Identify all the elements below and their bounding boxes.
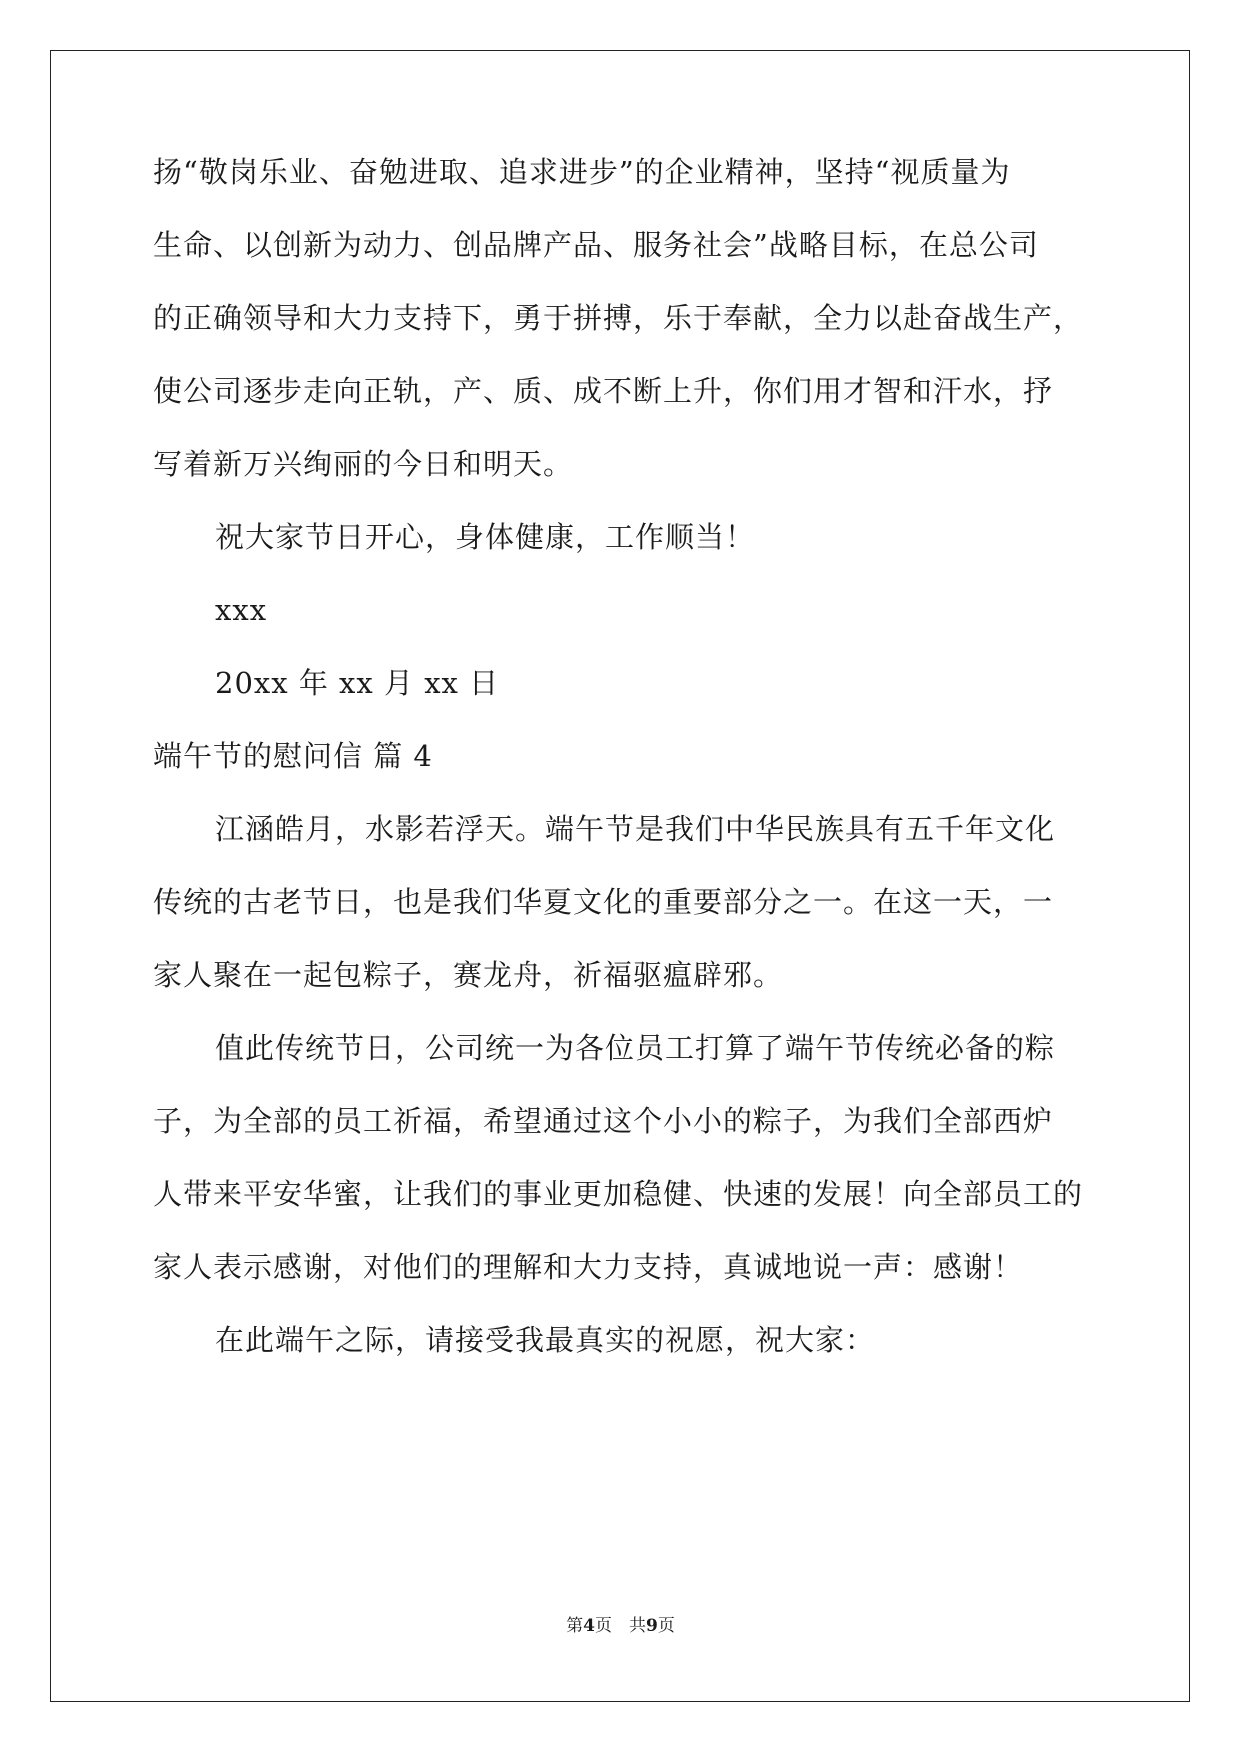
body-line-2: 生命、以创新为动力、创品牌产品、服务社会”战略目标，在总公司 [153,228,1039,262]
signature: xxx [215,593,268,627]
footer-total-pages: 9 [646,1616,658,1636]
body-line-1: 扬“敬岗乐业、奋勉进取、追求进步”的企业精神，坚持“视质量为 [153,155,1011,189]
footer-prefix: 第 [566,1616,584,1636]
body-line-16: 家人表示感谢，对他们的理解和大力支持，真诚地说一声：感谢！ [153,1250,1024,1284]
body-line-5: 写着新万兴绚丽的今日和明天。 [153,447,574,481]
section-heading: 端午节的慰问信 篇 4 [153,739,433,773]
greeting-line: 祝大家节日开心，身体健康，工作顺当！ [215,520,756,554]
body-line-14: 子，为全部的员工祈福，希望通过这个小小的粽子，为我们全部西炉 [153,1104,1054,1138]
body-line-12: 家人聚在一起包粽子，赛龙舟，祈福驱瘟辟邪。 [153,958,784,992]
body-line-10: 江涵皓月，水影若浮天。端午节是我们中华民族具有五千年文化 [215,812,1056,846]
body-line-4: 使公司逐步走向正轨，产、质、成不断上升，你们用才智和汗水，抒 [153,374,1054,408]
footer-suffix: 页 [657,1616,675,1636]
date-line: 20xx 年 xx 月 xx 日 [215,666,500,700]
page-footer [0,1614,1241,1638]
footer-current-page: 4 [583,1616,595,1636]
body-line-17: 在此端午之际，请接受我最真实的祝愿，祝大家： [215,1323,876,1357]
body-line-13: 值此传统节日，公司统一为各位员工打算了端午节传统必备的粽 [215,1031,1056,1065]
body-line-15: 人带来平安华蜜，让我们的事业更加稳健、快速的发展！向全部员工的 [153,1177,1084,1211]
body-line-3: 的正确领导和大力支持下，勇于拼搏，乐于奉献，全力以赴奋战生产， [153,301,1084,335]
body-line-11: 传统的古老节日，也是我们华夏文化的重要部分之一。在这一天，一 [153,885,1054,919]
footer-mid: 页 共 [595,1616,646,1636]
